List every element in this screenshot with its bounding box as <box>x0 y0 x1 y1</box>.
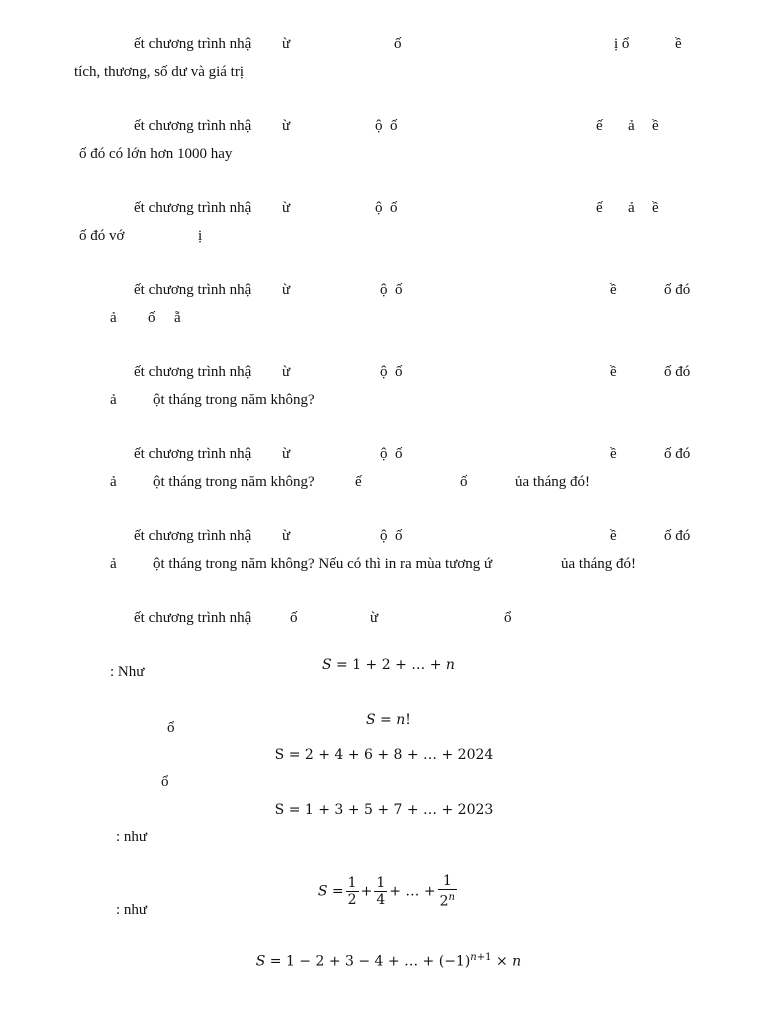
exercise-2-text: ộ ố <box>375 118 398 134</box>
note-text: : như <box>116 829 148 845</box>
exercise-5-text: ề <box>610 364 617 380</box>
exercise-7-text: ừ <box>282 528 291 544</box>
exercise-7-text: ết chương trình nhậ <box>134 528 252 544</box>
exercise-5-text: ừ <box>282 364 291 380</box>
exercise-6-text: ừ <box>282 446 291 462</box>
exercise-5-text: ả <box>110 392 117 408</box>
exercise-6-text: ả <box>110 474 117 490</box>
exercise-3-text: ết chương trình nhậ <box>134 200 252 216</box>
exercise-1-text: tích, thương, số dư và giá trị <box>74 64 245 80</box>
exercise-5-text: ết chương trình nhậ <box>134 364 252 380</box>
formula-factorial: S = n! <box>366 712 411 728</box>
exercise-7-text: ả <box>110 556 117 572</box>
exercise-4-text: ố đó <box>664 282 691 298</box>
exercise-2-text: ết chương trình nhậ <box>134 118 252 134</box>
exercise-7-text: ề <box>610 528 617 544</box>
exercise-6-text: ế <box>355 474 362 490</box>
exercise-6-text: ủa tháng đó! <box>515 474 590 490</box>
exercise-1-text: ề <box>675 36 682 52</box>
exercise-2-text: ế <box>596 118 603 134</box>
exercise-7-text: ột tháng trong năm không? Nếu có thì in ra mùa tương ứ <box>153 556 493 572</box>
exercise-5-text: ộ ố <box>380 364 403 380</box>
exercise-6-text: ộ ố <box>380 446 403 462</box>
note-text: : Như <box>110 664 145 680</box>
exercise-6-text: ề <box>610 446 617 462</box>
exercise-3-text: ề <box>652 200 659 216</box>
formula-alternating-sum: S = 1 − 2 + 3 − 4 + … + $(-1)^{n+1} \times n$ <box>255 952 522 970</box>
note-text: ổ <box>161 774 169 790</box>
formula-even-sum: S = 2 + 4 + 6 + 8 + … + 2024 <box>274 747 494 763</box>
exercise-8-text: ừ <box>370 610 379 626</box>
exercise-6-text: ố <box>460 474 468 490</box>
exercise-4-text: ả <box>110 310 117 326</box>
exercise-8-text: ổ <box>504 610 512 626</box>
exercise-1-text: ừ <box>282 36 291 52</box>
formula-harmonic-powers: S = $\frac{1}{2}$ + $\frac{1}{4}$ + … + $\frac{1}{2^n}$ <box>317 873 455 910</box>
exercise-4-text: ộ ố <box>380 282 403 298</box>
exercise-4-text: ố <box>148 310 156 326</box>
exercise-1-text: ết chương trình nhậ <box>134 36 252 52</box>
exercise-4-text: ừ <box>282 282 291 298</box>
formula-sum-1-to-n: S = 1 + 2 + … + n <box>321 657 455 673</box>
exercise-4-text: ề <box>610 282 617 298</box>
exercise-3-text: ố đó vớ <box>79 228 125 244</box>
exercise-8-text: ết chương trình nhậ <box>134 610 252 626</box>
exercise-3-text: ả <box>628 200 635 216</box>
exercise-2-text: ừ <box>282 118 291 134</box>
exercise-6-text: ột tháng trong năm không? <box>153 474 315 490</box>
formula-odd-sum: S = 1 + 3 + 5 + 7 + … + 2023 <box>274 802 494 818</box>
exercise-1-text: ị ổ <box>614 36 630 52</box>
exercise-1-text: ố <box>394 36 402 52</box>
exercise-3-text: ế <box>596 200 603 216</box>
exercise-2-text: ả <box>628 118 635 134</box>
exercise-5-text: ột tháng trong năm không? <box>153 392 315 408</box>
exercise-3-text: ừ <box>282 200 291 216</box>
exercise-7-text: ố đó <box>664 528 691 544</box>
exercise-7-text: ủa tháng đó! <box>561 556 636 572</box>
exercise-4-text: ết chương trình nhậ <box>134 282 252 298</box>
exercise-6-text: ố đó <box>664 446 691 462</box>
exercise-4-text: ẵ <box>174 310 181 326</box>
exercise-3-text: ộ ố <box>375 200 398 216</box>
note-text: : như <box>116 902 148 918</box>
exercise-2-text: ề <box>652 118 659 134</box>
exercise-3-text: ị <box>198 228 203 244</box>
note-text: ổ <box>167 720 175 736</box>
exercise-2-text: ố đó có lớn hơn 1000 hay <box>79 146 233 162</box>
exercise-8-text: ố <box>290 610 298 626</box>
exercise-5-text: ố đó <box>664 364 691 380</box>
exercise-7-text: ộ ố <box>380 528 403 544</box>
exercise-6-text: ết chương trình nhậ <box>134 446 252 462</box>
